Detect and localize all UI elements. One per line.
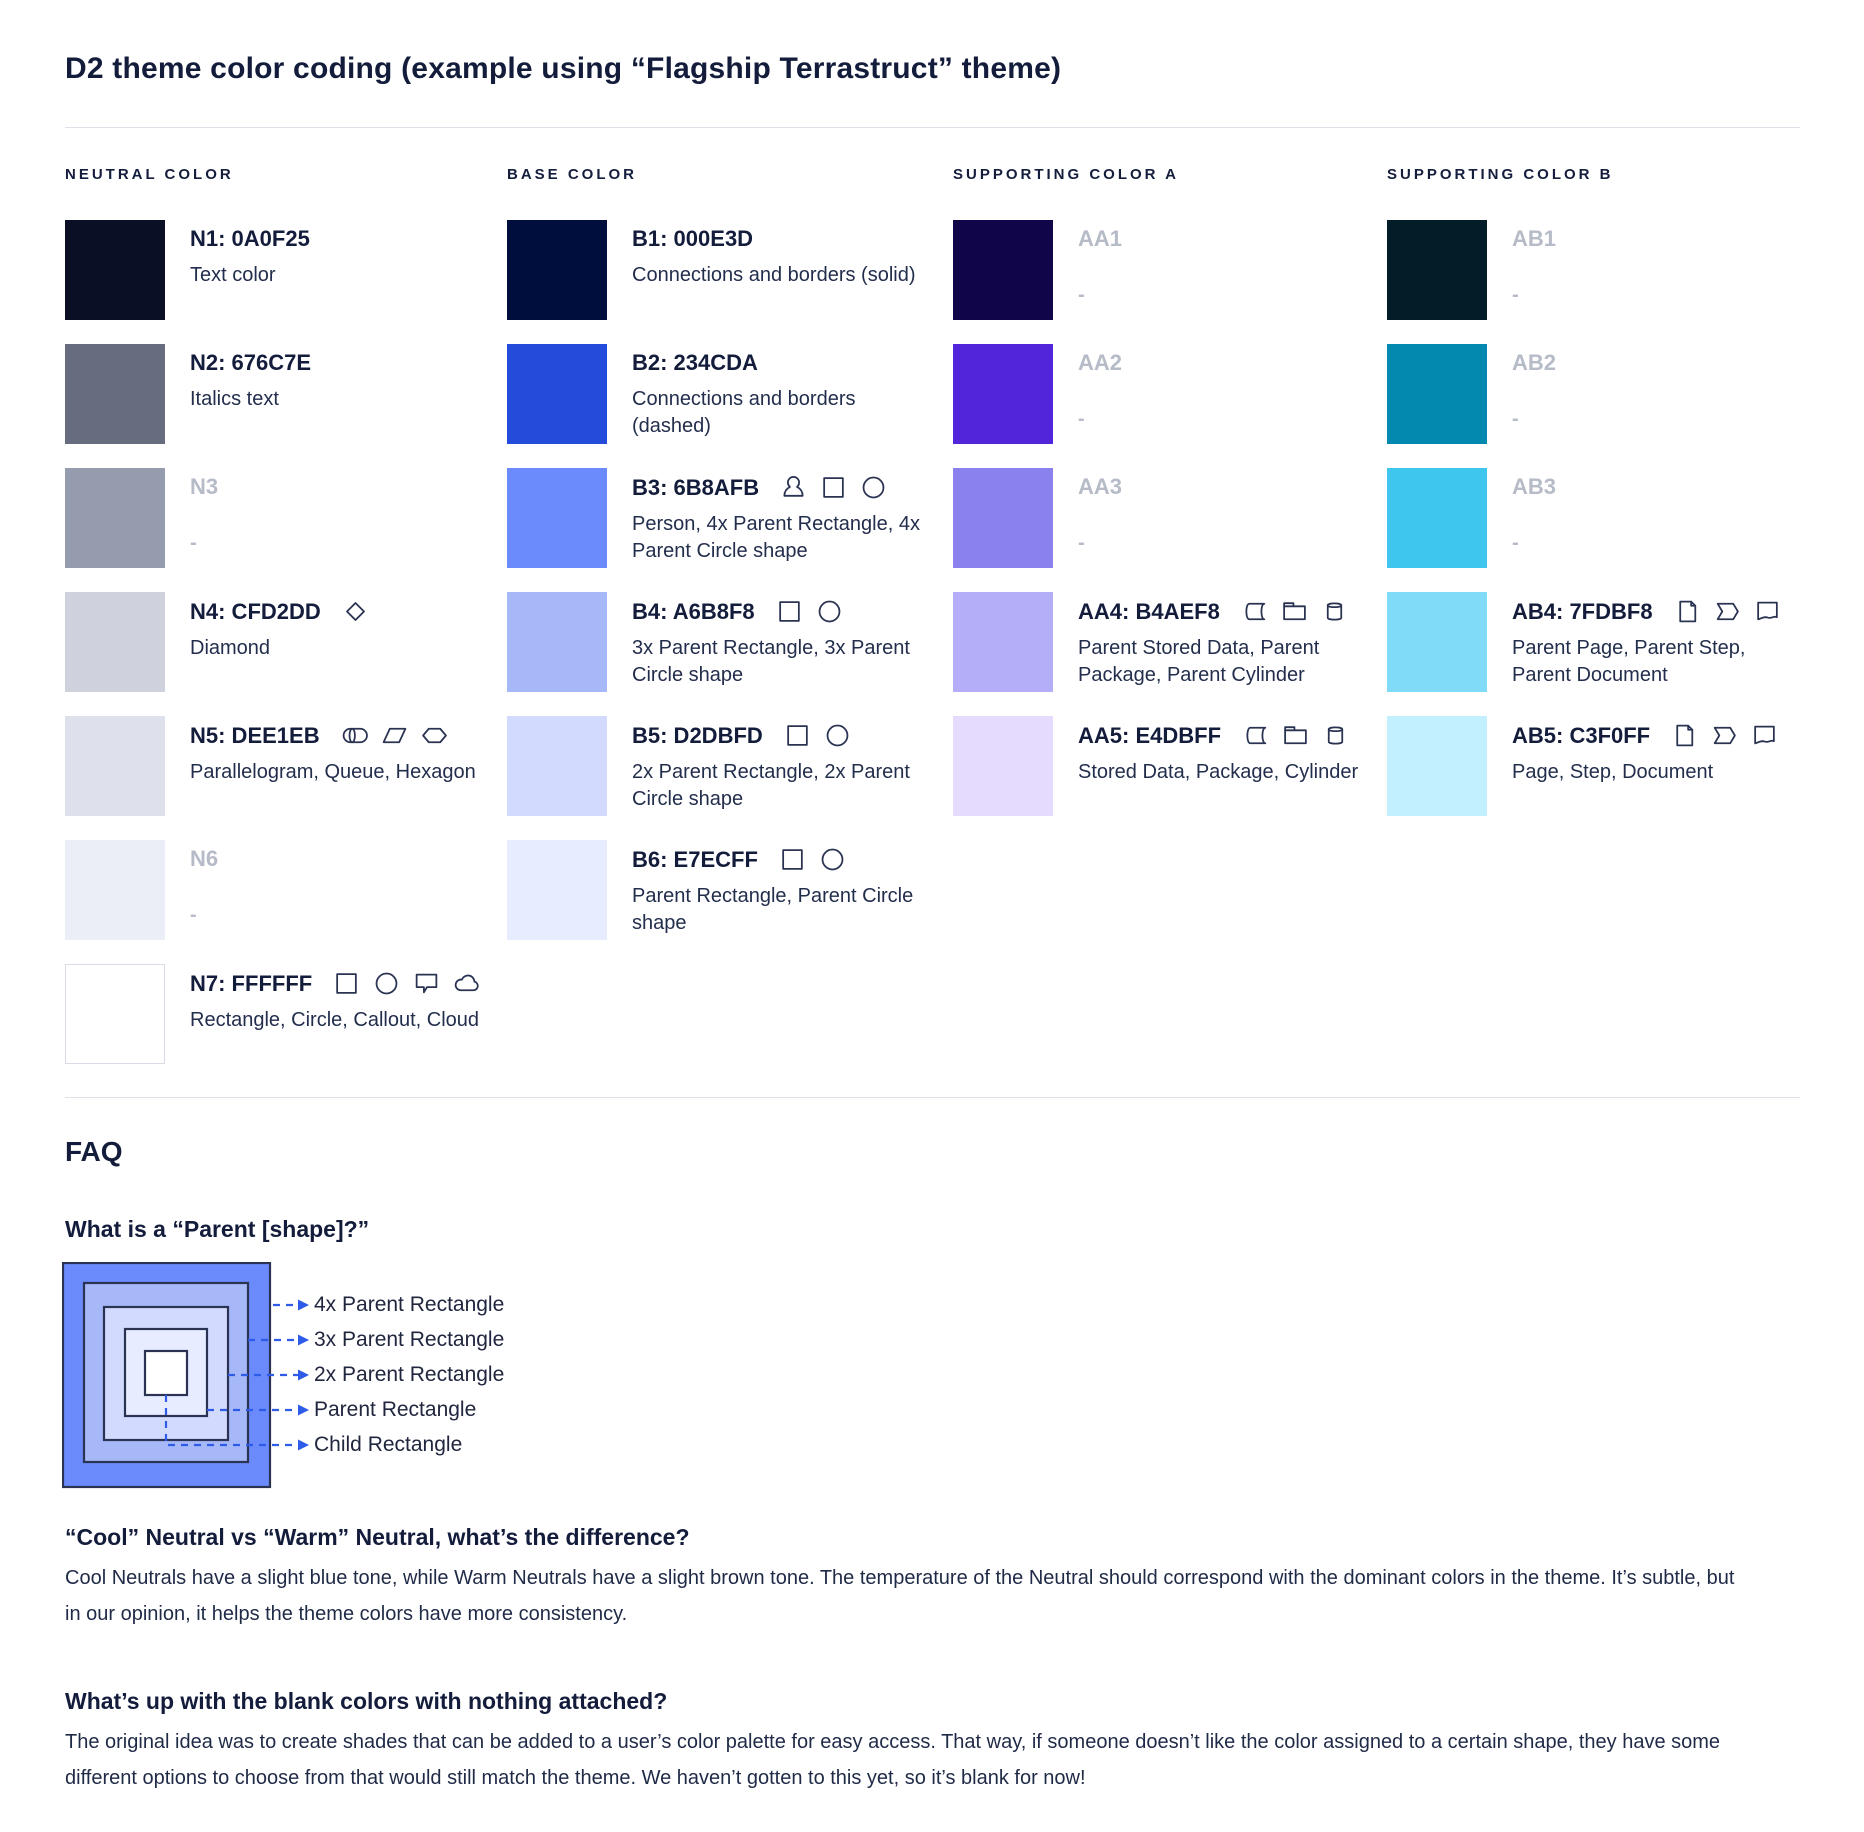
color-row-text <box>1078 220 1373 320</box>
color-label-N7: N7: FFFFFF <box>190 970 313 996</box>
color-swatch-N2 <box>65 344 165 444</box>
color-row-text <box>1078 716 1373 816</box>
color-description-N2: Italics text <box>190 388 279 410</box>
color-swatch-N6 <box>65 840 165 940</box>
color-description-AB5: Page, Step, Document <box>1512 761 1714 783</box>
color-row-AA4 <box>953 592 1387 692</box>
rectangle-icon <box>784 722 811 749</box>
color-row-B2 <box>507 344 953 444</box>
color-swatch-B5 <box>507 716 607 816</box>
color-description-B3: Person, 4x Parent Rectangle, 4x Parent Circle shape <box>632 513 920 562</box>
column-header: SUPPORTING COLOR A <box>953 166 1179 183</box>
color-label-AB4: AB4: 7FDBF8 <box>1512 598 1653 624</box>
page-title: D2 theme color coding (example using “Flagship Terrastruct” theme) <box>65 52 1062 85</box>
color-description-AB3: - <box>1512 532 1519 554</box>
color-label-B1: B1: 000E3D <box>632 226 754 251</box>
color-swatch-B1 <box>507 220 607 320</box>
color-row-AA5 <box>953 716 1387 816</box>
color-swatch-AA1 <box>953 220 1053 320</box>
color-row-text <box>1512 344 1799 444</box>
color-label-AA3: AA3 <box>1078 474 1123 499</box>
color-row-text <box>1078 468 1373 568</box>
color-row-N6 <box>65 840 507 940</box>
color-row-AA1 <box>953 220 1387 320</box>
arrowhead-icon <box>298 1335 309 1346</box>
color-row-B4 <box>507 592 953 692</box>
color-row-text <box>632 344 927 444</box>
divider <box>65 127 1800 128</box>
color-description-AA5: Stored Data, Package, Cylinder <box>1078 761 1359 783</box>
color-row-text <box>632 716 927 816</box>
step-icon <box>1711 722 1738 749</box>
faq-question-blank-colors: What’s up with the blank colors with nothing attached? <box>65 1688 668 1714</box>
rectangle-icon <box>776 598 803 625</box>
rectangle-icon <box>820 474 847 501</box>
arrowhead-icon <box>298 1440 309 1451</box>
color-label-N5: N5: DEE1EB <box>190 722 320 748</box>
circle-icon <box>824 722 851 749</box>
parent-shape-diagram <box>62 1262 582 1492</box>
color-palette-grid <box>65 166 1805 1088</box>
palette-column <box>953 166 1387 1088</box>
color-row-B6 <box>507 840 953 940</box>
column-header: NEUTRAL COLOR <box>65 166 234 183</box>
color-label-N1: N1: 0A0F25 <box>190 226 310 251</box>
color-row-AB1 <box>1387 220 1799 320</box>
hexagon-icon <box>421 722 448 749</box>
color-row-AA2 <box>953 344 1387 444</box>
color-row-text <box>632 220 927 320</box>
color-swatch-N1 <box>65 220 165 320</box>
color-description-AA4: Parent Stored Data, Parent Package, Parent Cylinder <box>1078 637 1320 686</box>
color-swatch-N7 <box>65 964 165 1064</box>
color-row-text <box>1078 592 1373 692</box>
diagram-label-1: 3x Parent Rectangle <box>314 1328 505 1351</box>
color-description-AA2: - <box>1078 408 1085 430</box>
color-swatch-AA5 <box>953 716 1053 816</box>
palette-column <box>65 166 507 1088</box>
color-description-AB2: - <box>1512 408 1519 430</box>
color-swatch-B6 <box>507 840 607 940</box>
step-icon <box>1714 598 1741 625</box>
color-label-AB5: AB5: C3F0FF <box>1512 722 1651 748</box>
color-label-AA2: AA2 <box>1078 350 1123 375</box>
color-row-text <box>632 468 927 568</box>
color-row-AB2 <box>1387 344 1799 444</box>
color-row-N1 <box>65 220 507 320</box>
color-swatch-N4 <box>65 592 165 692</box>
color-description-N7: Rectangle, Circle, Callout, Cloud <box>190 1009 480 1031</box>
color-label-AA4: AA4: B4AEF8 <box>1078 598 1220 624</box>
faq-answer-cool-vs-warm: Cool Neutrals have a slight blue tone, while Warm Neutrals have a slight brown tone. The temperature of the Neutral should correspond with the dominant colors in the theme. It’s subtle, but in our opinion, it helps the theme colors have more consistency. <box>65 1567 1735 1625</box>
color-swatch-AB5 <box>1387 716 1487 816</box>
column-header: BASE COLOR <box>507 166 638 183</box>
color-row-text <box>1078 344 1373 444</box>
diagram-label-0: 4x Parent Rectangle <box>314 1293 505 1316</box>
color-description-B4: 3x Parent Rectangle, 3x Parent Circle shape <box>632 637 910 686</box>
color-description-N1: Text color <box>190 264 276 286</box>
page-icon <box>1671 722 1698 749</box>
color-row-AB3 <box>1387 468 1799 568</box>
color-label-AB3: AB3 <box>1512 474 1557 499</box>
cylinder-icon <box>1322 722 1349 749</box>
document-icon <box>1754 598 1781 625</box>
nested-rectangles-illustration <box>62 1262 312 1492</box>
color-swatch-B3 <box>507 468 607 568</box>
color-row-text <box>190 344 485 444</box>
queue-icon <box>341 722 368 749</box>
color-label-AA1: AA1 <box>1078 226 1123 251</box>
color-description-AB4: Parent Page, Parent Step, Parent Document <box>1512 637 1746 686</box>
color-row-text <box>190 840 485 940</box>
color-row-B5 <box>507 716 953 816</box>
package-icon <box>1282 722 1309 749</box>
circle-icon <box>860 474 887 501</box>
color-label-N4: N4: CFD2DD <box>190 598 321 624</box>
color-swatch-AB4 <box>1387 592 1487 692</box>
color-label-AB2: AB2 <box>1512 350 1557 375</box>
color-row-text <box>1512 468 1799 568</box>
arrowhead-icon <box>298 1370 309 1381</box>
color-description-AB1: - <box>1512 284 1519 306</box>
color-row-text <box>190 964 485 1064</box>
diagram-layer-4 <box>145 1351 187 1395</box>
column-header: SUPPORTING COLOR B <box>1387 166 1614 183</box>
cylinder-icon <box>1321 598 1348 625</box>
color-row-AB5 <box>1387 716 1799 816</box>
cloud-icon <box>453 970 480 997</box>
color-label-B3: B3: 6B8AFB <box>632 474 760 500</box>
color-row-N3 <box>65 468 507 568</box>
divider <box>65 1097 1800 1098</box>
color-row-B3 <box>507 468 953 568</box>
color-label-N6: N6 <box>190 846 219 871</box>
color-row-text <box>190 592 485 692</box>
color-row-text <box>1512 716 1799 816</box>
color-description-N6: - <box>190 904 197 926</box>
diagram-label-2: 2x Parent Rectangle <box>314 1363 505 1386</box>
color-label-N2: N2: 676C7E <box>190 350 312 375</box>
color-description-AA1: - <box>1078 284 1085 306</box>
color-row-text <box>1512 592 1799 692</box>
faq-heading: FAQ <box>65 1136 123 1167</box>
color-row-text <box>190 220 485 320</box>
palette-column <box>507 166 953 1088</box>
color-description-B2: Connections and borders (dashed) <box>632 388 856 437</box>
faq-answer-blank-colors: The original idea was to create shades that can be added to a user’s color palette for easy access. That way, if someone doesn’t like the color assigned to a certain shape, they have some different options to choose from that would still match the theme. We haven’t gotten to this yet, so it’s blank for now! <box>65 1731 1721 1789</box>
color-swatch-AB2 <box>1387 344 1487 444</box>
faq-question-parent-shape: What is a “Parent [shape]?” <box>65 1216 370 1242</box>
color-row-B1 <box>507 220 953 320</box>
color-row-text <box>632 592 927 692</box>
stored-data-icon <box>1242 722 1269 749</box>
color-row-text <box>190 716 485 816</box>
color-swatch-AA3 <box>953 468 1053 568</box>
color-label-B4: B4: A6B8F8 <box>632 598 755 624</box>
circle-icon <box>373 970 400 997</box>
arrowhead-icon <box>298 1300 309 1311</box>
circle-icon <box>819 846 846 873</box>
parallelogram-icon <box>381 722 408 749</box>
color-row-text <box>190 468 485 568</box>
arrowhead-icon <box>298 1405 309 1416</box>
stored-data-icon <box>1241 598 1268 625</box>
document-icon <box>1751 722 1778 749</box>
rectangle-icon <box>333 970 360 997</box>
color-row-N2 <box>65 344 507 444</box>
color-description-N3: - <box>190 532 197 554</box>
color-swatch-AB1 <box>1387 220 1487 320</box>
color-label-N3: N3 <box>190 474 219 499</box>
color-row-N7 <box>65 964 507 1064</box>
color-swatch-N3 <box>65 468 165 568</box>
diagram-label-4: Child Rectangle <box>314 1433 463 1456</box>
faq-question-cool-vs-warm: “Cool” Neutral vs “Warm” Neutral, what’s the difference? <box>65 1524 690 1550</box>
color-swatch-AA4 <box>953 592 1053 692</box>
color-row-N4 <box>65 592 507 692</box>
color-swatch-AB3 <box>1387 468 1487 568</box>
color-swatch-N5 <box>65 716 165 816</box>
color-label-B5: B5: D2DBFD <box>632 722 763 748</box>
callout-icon <box>413 970 440 997</box>
page-icon <box>1674 598 1701 625</box>
package-icon <box>1281 598 1308 625</box>
color-swatch-B4 <box>507 592 607 692</box>
color-description-B1: Connections and borders (solid) <box>632 264 916 286</box>
color-swatch-B2 <box>507 344 607 444</box>
color-label-B2: B2: 234CDA <box>632 350 758 375</box>
color-description-N5: Parallelogram, Queue, Hexagon <box>190 761 476 783</box>
color-row-N5 <box>65 716 507 816</box>
color-label-B6: B6: E7ECFF <box>632 846 758 872</box>
color-description-AA3: - <box>1078 532 1085 554</box>
color-row-text <box>632 840 927 940</box>
rectangle-icon <box>779 846 806 873</box>
color-description-B5: 2x Parent Rectangle, 2x Parent Circle shape <box>632 761 910 810</box>
color-label-AA5: AA5: E4DBFF <box>1078 722 1222 748</box>
palette-column <box>1387 166 1799 1088</box>
circle-icon <box>816 598 843 625</box>
color-row-AA3 <box>953 468 1387 568</box>
color-description-B6: Parent Rectangle, Parent Circle shape <box>632 885 914 934</box>
color-label-AB1: AB1 <box>1512 226 1557 251</box>
color-description-N4: Diamond <box>190 637 271 659</box>
color-row-AB4 <box>1387 592 1799 692</box>
diamond-icon <box>342 598 369 625</box>
color-swatch-AA2 <box>953 344 1053 444</box>
color-row-text <box>1512 220 1799 320</box>
person-icon <box>780 474 807 501</box>
diagram-label-3: Parent Rectangle <box>314 1398 477 1421</box>
